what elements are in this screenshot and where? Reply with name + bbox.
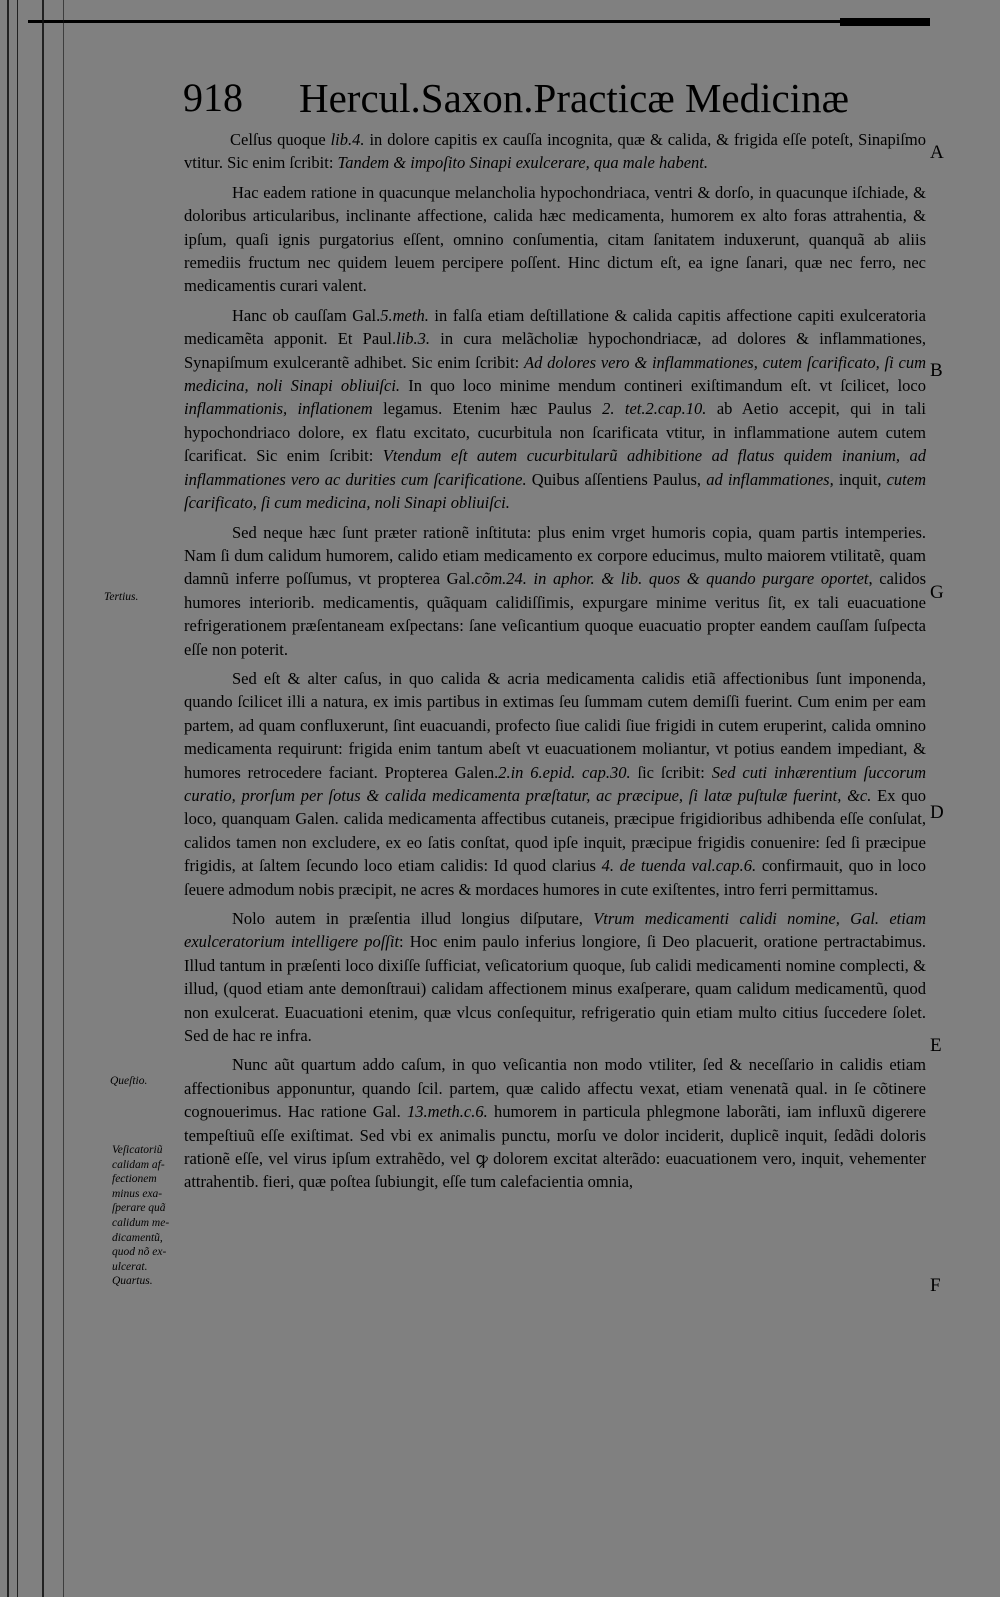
text-run: legamus. Etenim hæc Paulus bbox=[372, 399, 603, 419]
text-run: in cura melãcholiæ hypochondriacæ, ad dolores & inflammationes, Synapiſmum exulcerantẽ adhibet. Sic enim ſcribit: bbox=[184, 329, 926, 372]
citation: lib.4. bbox=[330, 130, 365, 149]
quotation: Tandem & impoſito Sinapi exulcerare, qua male habent. bbox=[337, 153, 708, 173]
note-line: calidum me- bbox=[112, 1216, 170, 1229]
margin-section-letter: B bbox=[930, 360, 943, 381]
quotation: Vtendum eſt autem cucurbitularũ adhibitione ad flatus quidem inanium, ad inflammationes vero ac durities cum ſcarificatione. bbox=[184, 446, 927, 489]
text-run: Ex quo loco, quanquam Galen. calida medicamenta affectibus cutaneis, præcipue frigidioribus adhibenda eſſe conſulat, calidos tamen non excludere, ex eo ſatis conſtat, quod ipſe inquit, præcipue frigidis conuenire: ſed ſi præcipue frigidis, at ſaltem ſecundo loco etiam calidis: Id quod clarius bbox=[184, 785, 926, 876]
page-number: 918 bbox=[183, 75, 243, 120]
paragraph bbox=[184, 128, 926, 175]
margin-section-letter: F bbox=[930, 1275, 941, 1296]
binding-edge-line bbox=[7, 0, 9, 1597]
text-run: Sed neque hæc ſunt præter rationẽ inſtituta: plus enim vrget humoris copia, quam partis intemperies. Nam ſi dum calidum humorem, calido etiam medicamento ex corpore educimus, multo maiorem vtilitatẽ, quam damnũ inferre poſſumus, vt propterea Gal. bbox=[184, 522, 926, 589]
text-run: confirmauit, quo in loco ſeuere admodum nobis præcipit, ne acres & mordaces humores in cute exiſtentes, intro ferri permittamus. bbox=[184, 856, 926, 899]
margin-section-letter: G bbox=[930, 582, 944, 603]
top-rule bbox=[28, 20, 928, 23]
margin-section-letter: E bbox=[930, 1035, 942, 1056]
paragraph bbox=[184, 181, 926, 298]
text-run: Nunc aũt quartum addo caſum, in quo veſicantia non modo vtiliter, ſed & neceſſario in calidis etiam affectionibus apponuntur, quando ſcil. partem, quæ calido affectu vexat, etiam venenatã qual. in ſe cõtinere cognouerimus. Hac ratione Gal. bbox=[184, 1055, 926, 1122]
citation: cõm.24. in aphor. & lib. quos & quando purgare oportet bbox=[474, 569, 869, 589]
margin-note-tertius: Tertius. bbox=[104, 591, 139, 603]
quotation: inflammationis, inflationem bbox=[184, 399, 373, 419]
quotation: cutem ſcarificato, ſi cum medicina, noli Sinapi obliuiſci. bbox=[184, 469, 927, 513]
text-run: humorem in particula phlegmone laborãti, iam influxũ digerere tempeſtiuũ eſſe exiſtimat. Sed vbi ex animalis punctu, morſu ve dolor inciderit, duplicẽ inquit, ſedãdi doloris rationẽ eſſe, vel virus ipſum extrahẽdo, vel ꝙ dolorem excitat alterãdo: euacuationem vero, inquit, vehementer attrahentib. fieri, quæ poſtea ſubiungit, eſſe tum calefacientia omnia, bbox=[184, 1102, 926, 1192]
citation: 5.meth. bbox=[380, 305, 429, 325]
note-line: quod nõ ex- bbox=[112, 1246, 167, 1259]
note-line: minus exa- bbox=[112, 1187, 163, 1200]
top-rule-end bbox=[840, 18, 930, 26]
citation: 13.meth.c.6. bbox=[407, 1102, 488, 1122]
margin-section-letter: A bbox=[930, 142, 944, 163]
text-run: , calidos humores interiorib. medicamentis, quãquam calidiſſimis, expurgare minime veritus ſit, ex tali euacuatione refrigerationem præſentaneam exſpectans: ſane veſicantium quoque euacuatio propter eandem cauſſam ſuſpecta eſſe non poterit. bbox=[184, 569, 927, 659]
paragraph bbox=[184, 521, 926, 661]
note-line: fectionem bbox=[112, 1173, 157, 1186]
text-run: Hanc ob cauſſam Gal. bbox=[232, 305, 381, 325]
margin-note-quartus: Quartus. bbox=[112, 1275, 153, 1288]
text-run: In quo loco minime mendum contineri exiſtimandum eſt. vt ſcilicet, loco bbox=[400, 376, 926, 396]
text-run: Hac eadem ratione in quacunque melancholia hypochondriaca, ventri & dorſo, in quacunque iſchiade, & doloribus articularibus, inclinante affectione, calida hæc medicamenta, humorem ex alto foras attrahentia, & ipſum, quaſi ignis purgatorius eſſent, omnino conſumentia, citam ſanitatem induxerunt, quanquã ab aliis remediis fructum nec quidem leuem percipere poſſent. Hinc dictum eſt, ea igne ſanari, quæ nec ferro, nec medicamentis curari valent. bbox=[184, 182, 926, 296]
paragraph bbox=[184, 907, 926, 1047]
text-run: : Hoc enim paulo inferius longiore, ſi Deo placuerit, oratione pertractabimus. Illud tantum in præſenti loco dixiſſe ſufficiat, veſicatorium quoque, ſub calidi medicamenti nomine complecti, & illud, (quod etiam ante demonſtraui) calidam affectionem minus exaſperare, quam calidum medicamentũ, quod non exulcerat. Euacuationi etenim, quæ vlcus conſequitur, refrigeratio quin etiam multo citius ſuccedere ſolet. Sed de hac re infra. bbox=[184, 932, 927, 1046]
note-line: dicamentũ, bbox=[112, 1231, 163, 1244]
quotation: Ad dolores vero & inflammationes, cutem ſcarificato, ſi cum medicina, noli Sinapi obliuiſci. bbox=[184, 352, 926, 396]
body-text bbox=[184, 128, 926, 1200]
paragraph bbox=[184, 304, 926, 515]
binding-edge-line bbox=[63, 0, 64, 1597]
text-run: Celſus quoque bbox=[230, 130, 331, 149]
note-line: ulcerat. bbox=[112, 1260, 148, 1273]
margin-note-questio: Queſtio. bbox=[110, 1075, 148, 1087]
paragraph bbox=[184, 667, 926, 901]
paragraph bbox=[184, 1053, 926, 1193]
text-run: Quibus aſſentiens Paulus, bbox=[526, 469, 707, 489]
citation: 2.in 6.epid. cap.30. bbox=[498, 762, 631, 782]
note-line: Veſicatoriũ calidam af- bbox=[112, 1144, 165, 1171]
citation: lib.3. bbox=[396, 329, 431, 349]
quotation: Vtrum medicamenti calidi nomine, Gal. etiam exulceratorium intelligere poſſit bbox=[184, 909, 926, 952]
text-run: inquit, bbox=[833, 469, 887, 489]
text-run: ſic ſcribit: bbox=[630, 762, 712, 782]
margin-section-letter: D bbox=[930, 802, 944, 823]
binding-edge-line bbox=[42, 0, 44, 1597]
text-run: Nolo autem in præſentia illud longius diſputare, bbox=[232, 909, 594, 928]
page-header bbox=[183, 74, 943, 124]
quotation: ad inflammationes, bbox=[706, 469, 834, 489]
citation: 4. de tuenda val.cap.6. bbox=[601, 856, 757, 876]
binding-edge-line bbox=[17, 0, 18, 1597]
note-line: ſperare quã bbox=[112, 1202, 166, 1215]
text-run: ab Aetio accepit, qui in tali hypochondriaco dolore, ex flatu excitato, cucurbitula non ſcarificata vtitur, in inflammatione autem cutem ſcarificat. Sic enim ſcribit: bbox=[184, 399, 926, 466]
text-run: Sed eſt & alter caſus, in quo calida & acria medicamenta calidis etiã affectionibus ſunt imponenda, quando ſcilicet illi a natura, ex imis partibus in extimas ſeu ſummam cutem demiſſi fuerint. Cum enim per eam partem, ad quam confluxerunt, ſint euacuandi, profecto ſiue calidi ſiue frigidi in cutem eruperint, calida omnino medicamenta requirunt: frigida enim tantum abeſt vt euacuationem moliantur, vt potius eandem impediant, & humores retrocedere faciant. Propterea Galen. bbox=[184, 668, 926, 782]
text-run: in falſa etiam deſtillatione & calida capitis affectione capiti exulceratoria medicamẽta apponit. Et Paul. bbox=[184, 305, 927, 349]
quotation: Sed cuti inhærentium ſuccorum curatio, prorſum per ſotus & calida medicamenta præſtatur, ac præcipue, ſi latæ puſtulæ fuerint, &c. bbox=[184, 762, 926, 805]
margin-note-vesicatorium bbox=[112, 1143, 186, 1289]
running-title: Hercul.Saxon.Practicæ Medicinæ bbox=[299, 75, 849, 121]
text-run: in dolore capitis ex cauſſa incognita, quæ & calida, & frigida eſſe poteſt, Sinapiſmo vtitur. Sic enim ſcribit: bbox=[184, 130, 926, 173]
citation: 2. tet.2.cap.10. bbox=[602, 399, 707, 419]
